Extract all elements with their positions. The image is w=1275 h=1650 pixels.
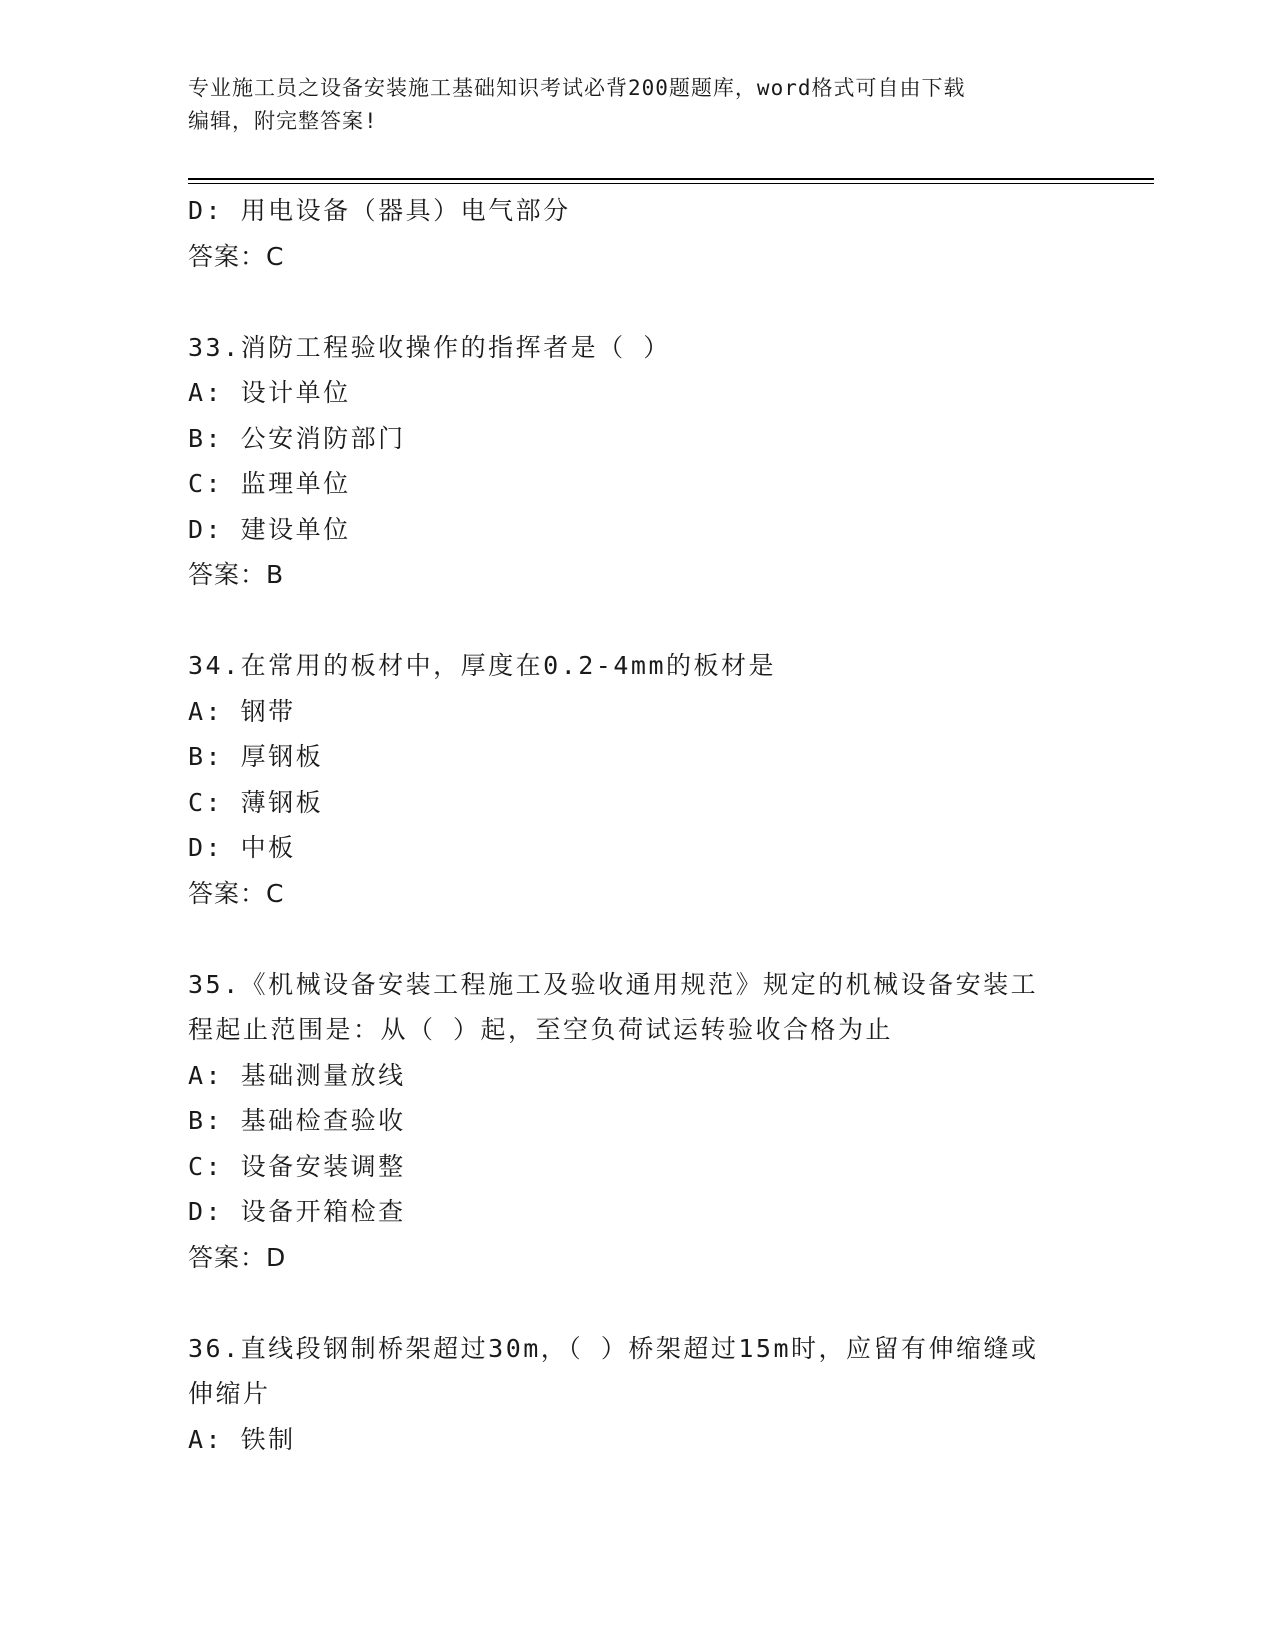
header-line-2: 编辑，附完整答案! bbox=[188, 109, 378, 133]
option-b: B: 厚钢板 bbox=[188, 742, 324, 771]
answer: 答案：B bbox=[188, 560, 285, 589]
question-stem: 36.直线段钢制桥架超过30m，（ ）桥架超过15m时，应留有伸缩缝或 bbox=[188, 1333, 1039, 1363]
spacer bbox=[188, 279, 1108, 325]
option-a: A: 基础测量放线 bbox=[188, 1060, 406, 1090]
option-d: D: 用电设备（器具）电气部分 bbox=[188, 196, 571, 225]
option-c: C: 监理单位 bbox=[188, 469, 351, 498]
option-d: D: 中板 bbox=[188, 833, 296, 862]
option-c: C: 设备安装调整 bbox=[188, 1151, 406, 1181]
header-line-1: 专业施工员之设备安装施工基础知识考试必背200题题库，word格式可自由下载 bbox=[188, 76, 966, 100]
spacer bbox=[188, 1280, 1108, 1326]
option-c: C: 薄钢板 bbox=[188, 787, 324, 817]
answer: 答案：C bbox=[188, 878, 285, 908]
option-b: B: 基础检查验收 bbox=[188, 1106, 406, 1135]
answer: 答案：C bbox=[188, 241, 285, 271]
question-34 bbox=[188, 643, 1108, 916]
spacer bbox=[188, 598, 1108, 644]
option-d: D: 设备开箱检查 bbox=[188, 1197, 406, 1226]
question-stem: 33.消防工程验收操作的指挥者是（ ） bbox=[188, 332, 671, 362]
header-rule-thin bbox=[188, 183, 1154, 184]
question-33 bbox=[188, 325, 1108, 598]
document-header bbox=[188, 72, 1088, 138]
question-stem: 35.《机械设备安装工程施工及验收通用规范》规定的机械设备安装工 bbox=[188, 969, 1039, 999]
option-b: B: 公安消防部门 bbox=[188, 423, 406, 453]
question-36 bbox=[188, 1326, 1108, 1463]
answer: 答案：D bbox=[188, 1242, 287, 1272]
question-stem-continued: 伸缩片 bbox=[188, 1379, 271, 1408]
header-rule-thick bbox=[188, 178, 1154, 180]
option-a: A: 铁制 bbox=[188, 1424, 296, 1454]
option-a: A: 钢带 bbox=[188, 696, 296, 726]
question-stem: 34.在常用的板材中，厚度在0.2-4mm的板材是 bbox=[188, 651, 777, 680]
option-a: A: 设计单位 bbox=[188, 378, 351, 407]
question-content bbox=[188, 188, 1108, 1462]
question-stem-continued: 程起止范围是：从（ ）起，至空负荷试运转验收合格为止 bbox=[188, 1015, 894, 1044]
question-35 bbox=[188, 962, 1108, 1281]
spacer bbox=[188, 916, 1108, 962]
option-d: D: 建设单位 bbox=[188, 514, 351, 544]
